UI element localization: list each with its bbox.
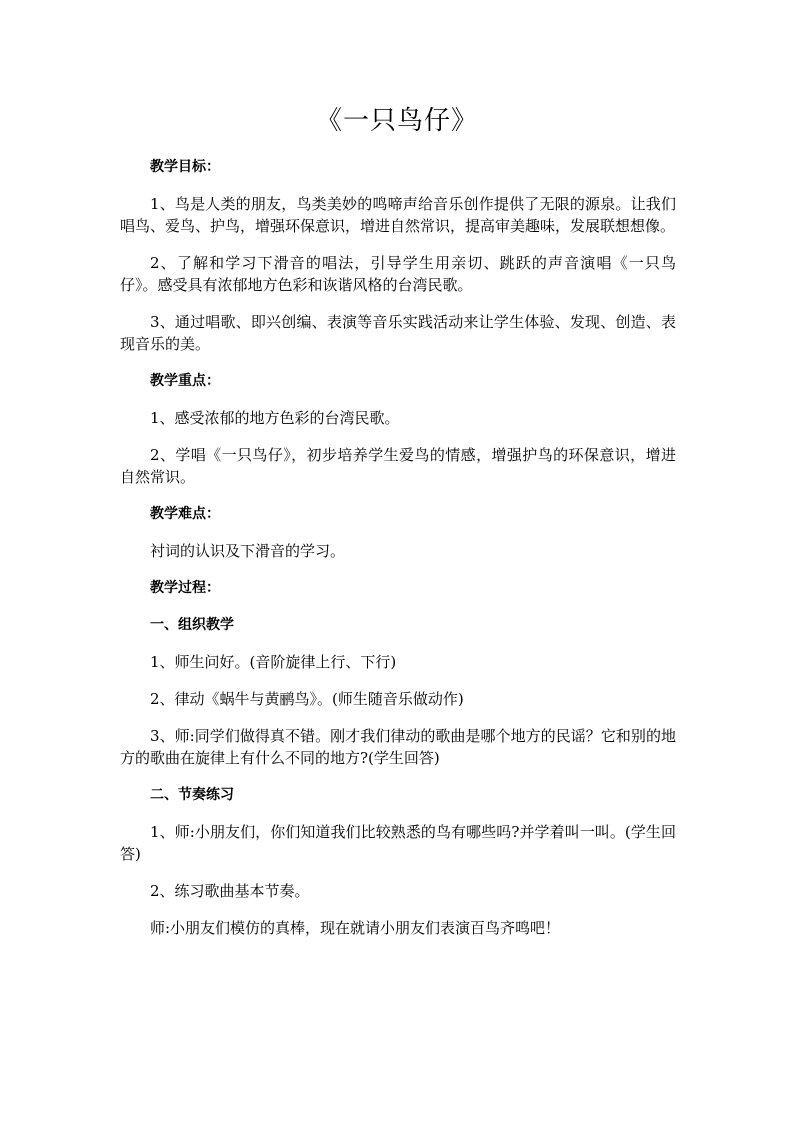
objective-paragraph: 2、了解和学习下滑音的唱法，引导学生用亲切、跳跃的声音演唱《一只鸟仔》。感受具有浓郁地方色彩和诙谐风格的台湾民歌。: [120, 254, 676, 294]
document-title: 《一只鸟仔》: [315, 106, 478, 136]
objectives-heading: 教学目标：: [150, 159, 220, 175]
part2-heading: 二、节奏练习: [150, 787, 234, 803]
process-heading: 教学过程：: [150, 580, 220, 596]
part2-paragraph: 1、师:小朋友们，你们知道我们比较熟悉的鸟有哪些吗?并学着叫一叫。(学生回答): [120, 823, 676, 863]
key-point-paragraph: 2、学唱《一只鸟仔》，初步培养学生爱鸟的情感，增强护鸟的环保意识，增进自然常识。: [120, 446, 676, 486]
difficulties-heading: 教学难点：: [150, 506, 220, 522]
key-points-heading: 教学重点：: [150, 373, 220, 389]
document-body: [120, 156, 676, 954]
key-point-paragraph: 1、感受浓郁的地方色彩的台湾民歌。: [150, 409, 400, 427]
difficulty-paragraph: 衬词的认识及下滑音的学习。: [150, 542, 346, 560]
part1-paragraph: 3、师:同学们做得真不错。刚才我们律动的歌曲是哪个地方的民谣？它和别的地方的歌曲在旋律上有什么不同的地方?(学生回答): [120, 727, 676, 767]
objective-paragraph: 1、鸟是人类的朋友，鸟类美妙的鸣啼声给音乐创作提供了无限的源泉。让我们唱鸟、爱鸟、护鸟，增强环保意识，增进自然常识，提高审美趣味，发展联想想像。: [120, 195, 676, 235]
part2-paragraph: 师:小朋友们模仿的真棒，现在就请小朋友们表演百鸟齐鸣吧！: [150, 919, 561, 937]
part1-paragraph: 1、师生问好。(音阶旋律上行、下行): [150, 653, 397, 671]
part1-paragraph: 2、律动《蜗牛与黄鹂鸟》。(师生随音乐做动作): [150, 690, 464, 708]
part2-paragraph: 2、练习歌曲基本节奏。: [150, 882, 310, 900]
objective-paragraph: 3、通过唱歌、即兴创编、表演等音乐实践活动来让学生体验、发现、创造、表现音乐的美。: [120, 313, 676, 353]
part1-heading: 一、组织教学: [150, 617, 234, 633]
